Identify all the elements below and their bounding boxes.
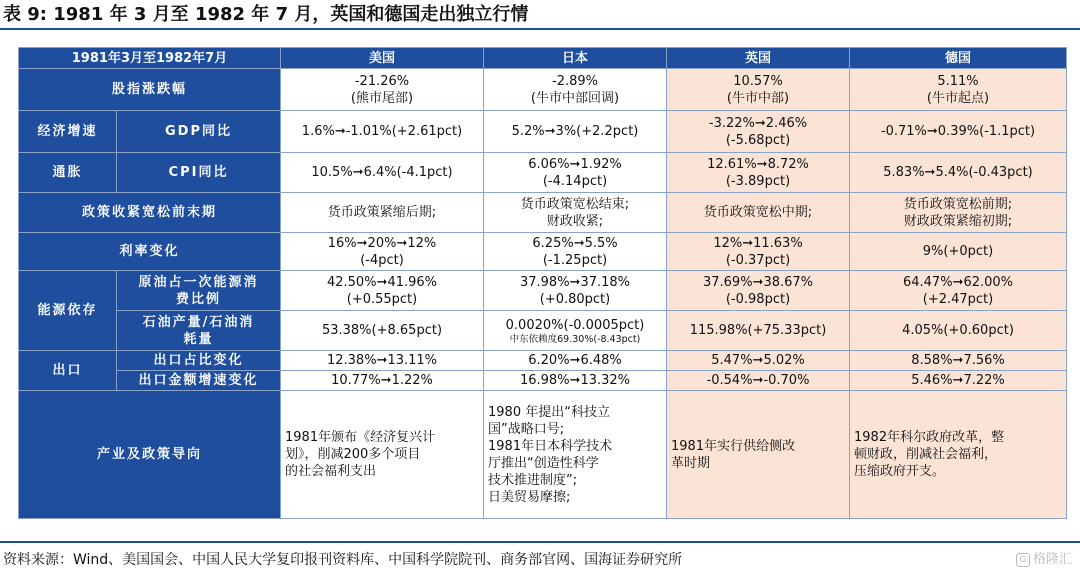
cell-oil-ratio-germany: 4.05%(+0.60pct) [850,311,1067,351]
cell-oil-share-usa: 42.50%➞41.96% (+0.55pct) [281,271,484,311]
cell-gdp-germany: -0.71%➞0.39%(-1.1pct) [850,111,1067,153]
row-label-policy: 政策收紧宽松前末期 [19,193,281,233]
cell-industry-japan: 1980 年提出“科技立 国”战略口号; 1981年日本科学技术 厅推出“创造性科学 技术推进制度”; 日美贸易摩擦; [484,391,667,519]
cell-cpi-japan: 6.06%➞1.92% (-4.14pct) [484,153,667,193]
cell-export-growth-germany: 5.46%➞7.22% [850,371,1067,391]
cell-oil-ratio-usa: 53.38%(+8.65pct) [281,311,484,351]
cell-export-share-uk: 5.47%➞5.02% [667,351,850,371]
cell-rate-usa: 16%➞20%➞12% (-4pct) [281,233,484,271]
cell-export-share-germany: 8.58%➞7.56% [850,351,1067,371]
row-label-rate: 利率变化 [19,233,281,271]
header-period: 1981年3月至1982年7月 [19,48,281,69]
cell-industry-germany: 1982年科尔政府改革，整 顿财政，削减社会福利， 压缩政府开支。 [850,391,1067,519]
cell-industry-usa: 1981年颁布《经济复兴计 划》，削减200多个项目 的社会福利支出 [281,391,484,519]
cell-stock-germany: 5.11% (牛市起点) [850,69,1067,111]
cell-cpi-usa: 10.5%➞6.4%(-4.1pct) [281,153,484,193]
header-uk: 英国 [667,48,850,69]
cell-stock-japan: -2.89% (牛市中部回调) [484,69,667,111]
row-label-export-share: 出口占比变化 [117,351,281,371]
cell-policy-japan: 货币政策宽松结束; 财政收紧; [484,193,667,233]
header-usa: 美国 [281,48,484,69]
cell-stock-uk: 10.57% (牛市中部) [667,69,850,111]
source-note: 资料来源：Wind、美国国会、中国人民大学复印报刊资料库、中国科学院院刊、商务部官网、国海证券研究所 [0,541,1080,575]
cell-oil-ratio-uk: 115.98%(+75.33pct) [667,311,850,351]
cell-rate-uk: 12%➞11.63% (-0.37pct) [667,233,850,271]
cell-industry-uk: 1981年实行供给侧改 革时期 [667,391,850,519]
cell-gdp-japan: 5.2%➞3%(+2.2pct) [484,111,667,153]
cell-export-share-usa: 12.38%➞13.11% [281,351,484,371]
row-group-growth: 经济增速 [19,111,117,153]
cell-export-growth-usa: 10.77%➞1.22% [281,371,484,391]
row-label-industry: 产业及政策导向 [19,391,281,519]
cell-gdp-usa: 1.6%➞-1.01%(+2.61pct) [281,111,484,153]
cell-oil-ratio-japan: 0.0020%(-0.0005pct) 中东依赖度69.30%(-8.43pct) [484,311,667,351]
row-label-export-growth: 出口金额增速变化 [117,371,281,391]
cell-cpi-germany: 5.83%➞5.4%(-0.43pct) [850,153,1067,193]
cell-policy-germany: 货币政策宽松前期; 财政政策紧缩初期; [850,193,1067,233]
row-label-gdp: GDP同比 [117,111,281,153]
row-label-cpi: CPI同比 [117,153,281,193]
logo-icon: G [1016,553,1030,567]
cell-rate-germany: 9%(+0pct) [850,233,1067,271]
cell-stock-usa: -21.26% (熊市尾部) [281,69,484,111]
comparison-table [18,47,1067,519]
header-germany: 德国 [850,48,1067,69]
row-group-export: 出口 [19,351,117,391]
watermark-logo: G 格隆汇 [1016,548,1072,567]
cell-policy-usa: 货币政策紧缩后期; [281,193,484,233]
row-label-oil-ratio: 石油产量/石油消 耗量 [117,311,281,351]
row-group-energy: 能源依存 [19,271,117,351]
table-title: 表 9: 1981 年 3 月至 1982 年 7 月，英国和德国走出独立行情 [0,0,1080,30]
header-japan: 日本 [484,48,667,69]
row-group-inflation: 通胀 [19,153,117,193]
row-label-stock: 股指涨跌幅 [19,69,281,111]
cell-gdp-uk: -3.22%➞2.46% (-5.68pct) [667,111,850,153]
row-label-oil-share: 原油占一次能源消 费比例 [117,271,281,311]
cell-oil-share-japan: 37.98%➞37.18% (+0.80pct) [484,271,667,311]
cell-export-share-japan: 6.20%➞6.48% [484,351,667,371]
cell-policy-uk: 货币政策宽松中期; [667,193,850,233]
cell-oil-share-germany: 64.47%➞62.00% (+2.47pct) [850,271,1067,311]
cell-rate-japan: 6.25%➞5.5% (-1.25pct) [484,233,667,271]
cell-cpi-uk: 12.61%➞8.72% (-3.89pct) [667,153,850,193]
cell-export-growth-uk: -0.54%➞-0.70% [667,371,850,391]
cell-export-growth-japan: 16.98%➞13.32% [484,371,667,391]
cell-oil-share-uk: 37.69%➞38.67% (-0.98pct) [667,271,850,311]
